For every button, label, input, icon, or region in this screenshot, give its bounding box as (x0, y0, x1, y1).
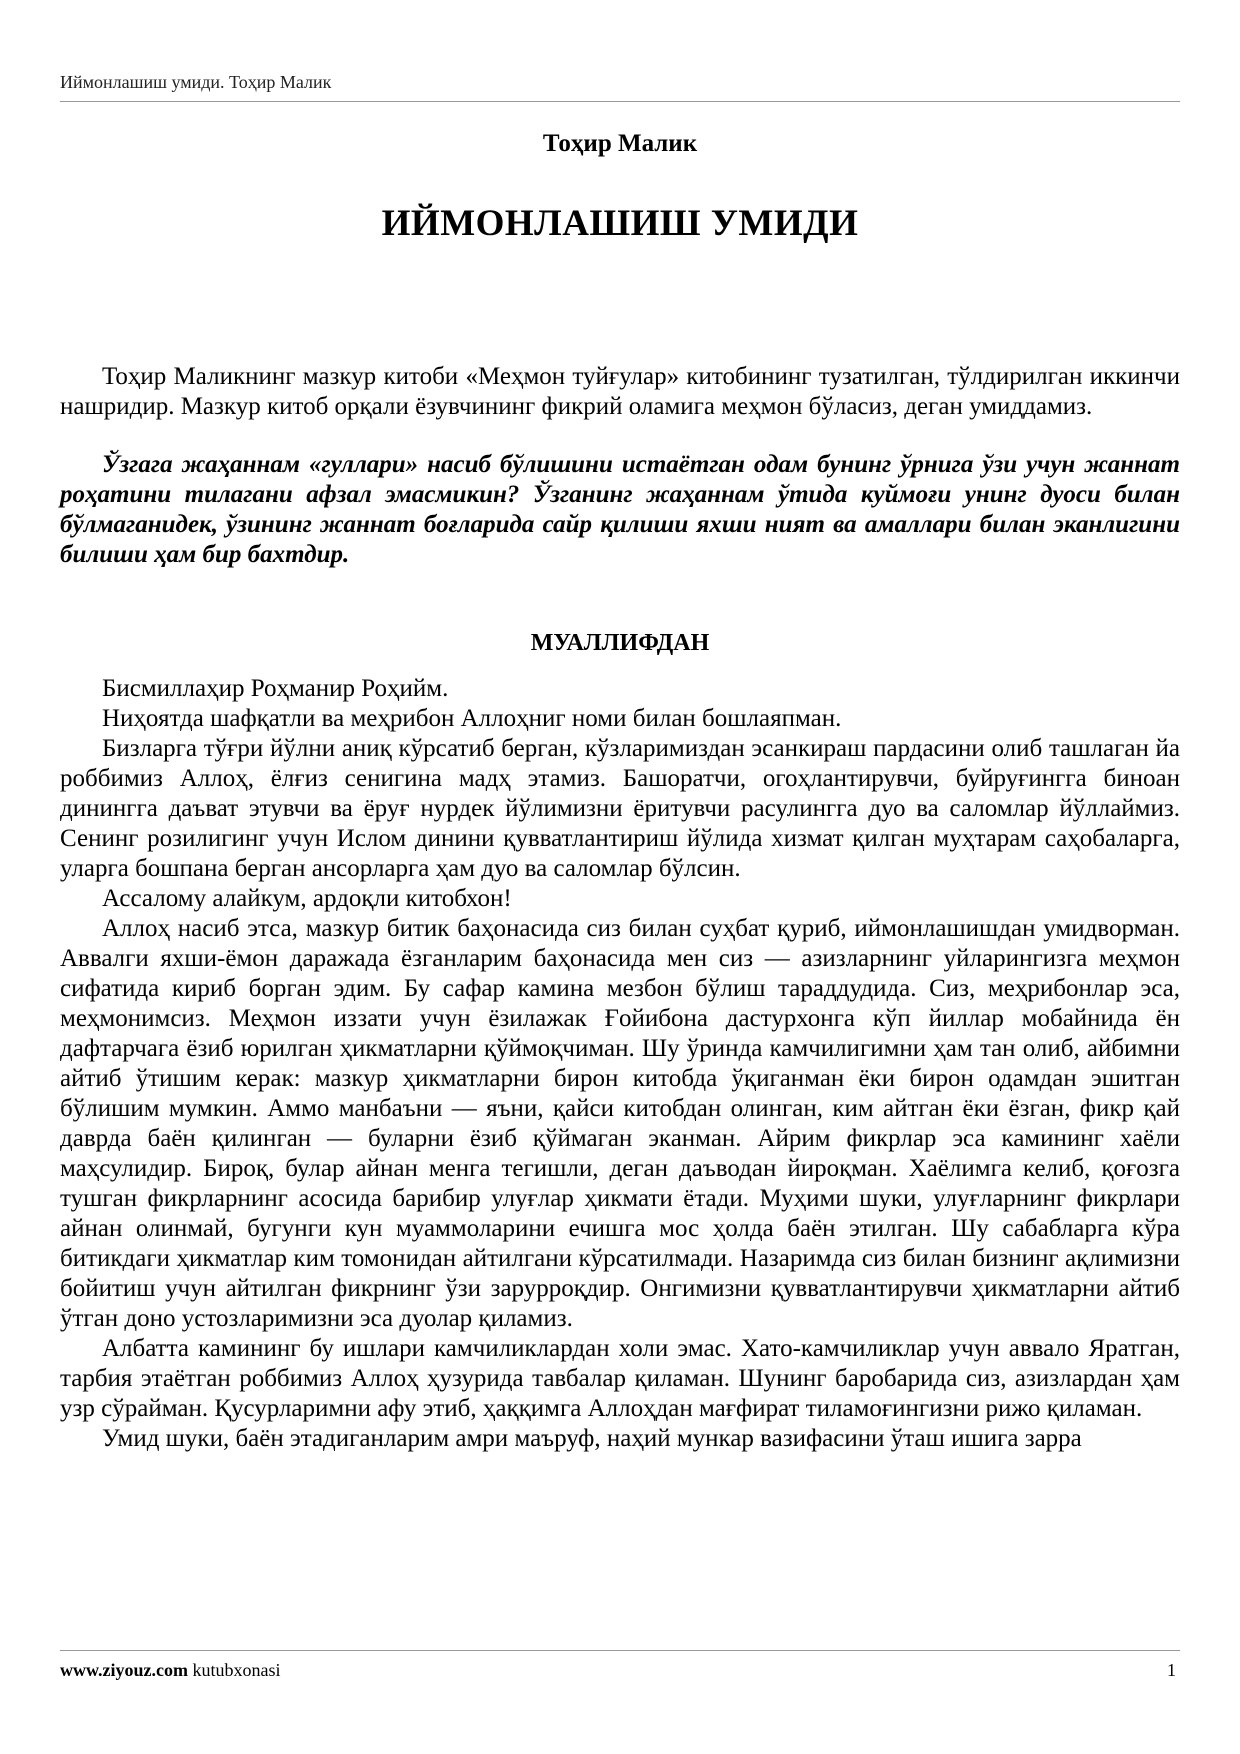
running-header: Иймонлашиш умиди. Тоҳир Малик (60, 72, 332, 92)
body-paragraph: Аллоҳ насиб этса, мазкур битик баҳонасида сиз билан суҳбат қуриб, иймонлашишдан умидворман. Аввалги яхши-ёмон даражада ёзганларим баҳонасида мен сиз — азизларнинг уйларингизга меҳмон сифатида кириб борган эдим. Бу сафар камина мезбон бўлиш тараддудида. Сиз, меҳрибонлар эса, меҳмонимсиз. Меҳмон иззати учун ёзилажак Ғойибона дастурхонга кўп йиллар мобайнида ён дафтарчага ёзиб юрилган ҳикматларни қўймоқчиман. Шу ўринда камчилигимни ҳам тан олиб, айбимни айтиб ўтишим керак: мазкур ҳикматларни бирон китобда ўқиганман ёки бирон одамдан эшитган бўлишим мумкин. Аммо манбаъни — яъни, қайси китобдан олинган, ким айтган ёки ёзган, фикр қай даврда баён қилинган — буларни ёзиб қўймаган эканман. Айрим фикрлар эса камининг хаёли маҳсулидир. Бироқ, булар айнан менга тегишли, деган даъводан йироқман. Хаёлимга келиб, қоғозга тушган фикрларнинг асосида барибир улуғлар ҳикмати ётади. Муҳими шуки, улуғларнинг фикрлари айнан олинмай, бугунги кун муаммоларини ечишга мос ҳолда баён этилган. Шу сабабларга кўра битикдаги ҳикматлар ким томонидан айтилгани кўрсатилмади. Назаримда сиз билан бизнинг ақлимизни бойитиш учун айтилган фикрнинг ўзи зарурроқдир. Онгимизни қувватлантирувчи ҳикматларни айтиб ўтган доно устозларимизни эса дуолар қиламиз. (60, 915, 1180, 1332)
page-content (60, 362, 1180, 1454)
header-rule (60, 101, 1180, 102)
book-title: ИЙМОНЛАШИШ УМИДИ (381, 203, 859, 244)
body-paragraph: Бисмиллаҳир Роҳманир Роҳийм. (102, 675, 449, 702)
page-number: 1 (1167, 1660, 1176, 1680)
body-paragraph: Албатта камининг бу ишлари камчиликлардан холи эмас. Хато-камчиликлар учун аввало Яратган, тарбия этаётган роббимиз Аллоҳ ҳузурида тавбалар қиламан. Шунинг баробарида сиз, азизлардан ҳам узр сўрайман. Қусурларимни афу этиб, ҳаққимга Аллоҳдан мағфират тиламоғингизни рижо қиламан. (60, 1335, 1180, 1422)
body-paragraph: Ассалому алайкум, ардоқли китобхон! (102, 885, 512, 912)
author-name: Тоҳир Малик (542, 130, 698, 157)
footer-site-link[interactable]: www.ziyouz.com (60, 1660, 188, 1680)
footer-source (60, 1660, 280, 1681)
body-paragraph: Ниҳоятда шафқатли ва меҳрибон Аллоҳниг номи билан бошлаяпман. (102, 705, 842, 732)
footer-site-suffix: kutubxonasi (187, 1660, 281, 1680)
section-title: МУАЛЛИФДАН (530, 630, 710, 656)
epigraph: Ўзгага жаҳаннам «гуллари» насиб бўлишини истаётган одам бунинг ўрнига ўзи учун жаннат роҳатини тилагани афзал эмасмикин? Ўзганинг жаҳаннам ўтида куймоғи унинг дуоси билан бўлмаганидек, ўзининг жаннат боғларида сайр қилиши яхши ният ва амаллари билан эканлигини билиши ҳам бир бахтдир. (60, 451, 1180, 568)
intro-paragraph: Тоҳир Маликнинг мазкур китоби «Меҳмон туйғулар» китобининг тузатилган, тўлдирилган иккинчи нашридир. Мазкур китоб орқали ёзувчининг фикрий оламига меҳмон бўласиз, деган умиддамиз. (60, 363, 1180, 420)
footer-rule (60, 1650, 1180, 1651)
body-paragraph: Бизларга тўғри йўлни аниқ кўрсатиб берган, кўзларимиздан эсанкираш пардасини олиб ташлаган йа роббимиз Аллоҳ, ёлғиз сенигина мадҳ этамиз. Башоратчи, огоҳлантирувчи, буйруғингга биноан динингга даъват этувчи ва ёруғ нурдек йўлимизни ёритувчи расулингга дуо ва саломлар йўллаймиз. Сенинг розилигинг учун Ислом динини қувватлантириш йўлида хизмат қилган муҳтарам саҳобаларга, уларга бошпана берган ансорларга ҳам дуо ва саломлар бўлсин. (60, 735, 1180, 882)
body-paragraph: Умид шуки, баён этадиганларим амри маъруф, наҳий мункар вазифасини ўташ ишига зарра (102, 1425, 1082, 1452)
